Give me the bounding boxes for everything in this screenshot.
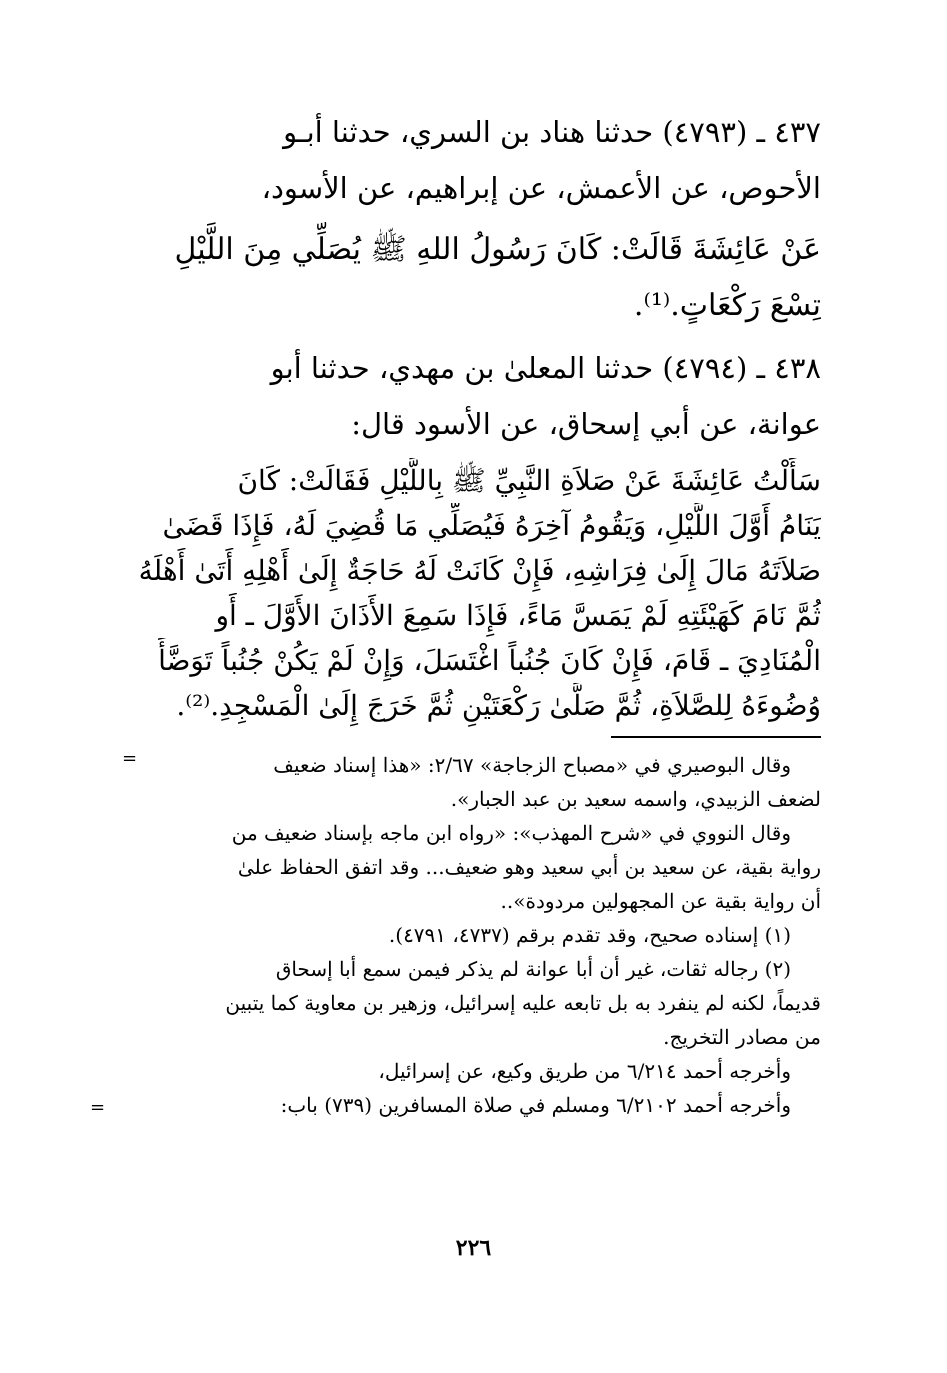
- continuation-mark: =: [90, 1097, 106, 1118]
- hadith-text-438: [126, 458, 821, 728]
- isnad-line: ٤٣٨ ـ (٤٧٩٤) حدثنا المعلىٰ بن مهدي، حدثنا أبو: [270, 351, 821, 385]
- matn-line: ثُمَّ نَامَ كَهَيْئَتِهِ لَمْ يَمَسَّ مَاءً، فَإِذَا سَمِعَ الأَذَانَ الأَوَّلَ ـ أَو: [215, 599, 821, 632]
- footnote-line: لضعف الزبيدي، واسمه سعيد بن عبد الجبار».: [450, 787, 821, 811]
- isnad-line: ٤٣٧ ـ (٤٧٩٣) حدثنا هناد بن السري، حدثنا أبـو: [283, 115, 821, 149]
- matn-line: سَأَلْتُ عَائِشَةَ عَنْ صَلاَةِ النَّبِيِّ ﷺ بِاللَّيْلِ فَقَالَتْ: كَانَ: [237, 464, 821, 497]
- footnote-1: [126, 918, 821, 952]
- footnotes: [90, 748, 821, 1122]
- page-number: ٢٢٦: [455, 1235, 492, 1261]
- isnad-line: الأحوص، عن الأعمش، عن إبراهيم، عن الأسود،: [261, 171, 821, 205]
- hadith-text-437: [126, 222, 821, 334]
- matn-line: الْمُنَادِيَ ـ قَامَ، فَإِنْ كَانَ جُنُباً اغْتَسَلَ، وَإِنْ لَمْ يَكُنْ جُنُباً تَوَضَّأَ: [158, 644, 821, 677]
- footnote-line: من مصادر التخريج.: [663, 1025, 821, 1049]
- footnote-line: (١) إسناده صحيح، وقد تقدم برقم (٤٧٣٧، ٤٧٩١).: [388, 923, 791, 947]
- footnote-line: أن رواية بقية عن المجهولين مردودة»..: [500, 889, 821, 913]
- footnote-line: (٢) رجاله ثقات، غير أن أبا عوانة لم يذكر فيمن سمع أبا إسحاق: [275, 957, 791, 981]
- footnote-line: وأخرجه أحمد ٦/٢١٤ من طريق وكيع، عن إسرائيل،: [378, 1059, 791, 1083]
- footnote-block-continued: [122, 748, 821, 816]
- isnad-line: عوانة، عن أبي إسحاق، عن الأسود قال:: [351, 407, 821, 441]
- footnote-separator: [611, 736, 821, 738]
- matn-line: تِسْعَ رَكْعَاتٍ.⁽¹⁾.: [633, 288, 821, 323]
- continuation-mark: =: [122, 748, 138, 769]
- matn-line: وُضُوءَهُ لِلصَّلاَةِ، ثُمَّ صَلَّىٰ رَكْعَتَيْنِ ثُمَّ خَرَجَ إِلَىٰ الْمَسْجِدِ.⁽²⁾.: [176, 689, 821, 722]
- matn-line: صَلاَتَهُ مَالَ إِلَىٰ فِرَاشِهِ، فَإِنْ كَانَتْ لَهُ حَاجَةٌ إِلَىٰ أَهْلِهِ أَتَىٰ أَهْلَهُ: [138, 554, 821, 587]
- footnote-line: وأخرجه أحمد ٦/٢١٠٢ ومسلم في صلاة المسافرين (٧٣٩) باب:: [280, 1093, 791, 1117]
- footnote-line: وقال البوصيري في «مصباح الزجاجة» ٢/٦٧: «هذا إسناد ضعيف: [273, 753, 791, 777]
- footnote-line: قديماً، لكنه لم ينفرد به بل تابعه عليه إسرائيل، وزهير بن معاوية كما يتبين: [225, 991, 821, 1015]
- footnote-2: [126, 952, 821, 1054]
- matn-line: عَنْ عَائِشَةَ قَالَتْ: كَانَ رَسُولُ اللهِ ﷺ يُصَلِّي مِنَ اللَّيْلِ: [174, 232, 821, 267]
- matn-line: يَنَامُ أَوَّلَ اللَّيْلِ، وَيَقُومُ آخِرَهُ فَيُصَلِّي مَا قُضِيَ لَهُ، فَإِذَا قَضَىٰ: [162, 509, 821, 542]
- footnote-block-takhrij: [90, 1054, 821, 1122]
- footnote-line: وقال النووي في «شرح المهذب»: «رواه ابن ماجه بإسناد ضعيف من: [231, 821, 791, 845]
- footnote-block-nawawi: [126, 816, 821, 918]
- hadith-entry-437: [126, 104, 821, 216]
- footnote-line: رواية بقية، عن سعيد بن أبي سعيد وهو ضعيف... وقد اتفق الحفاظ علىٰ: [237, 855, 821, 879]
- hadith-entry-438: [126, 340, 821, 452]
